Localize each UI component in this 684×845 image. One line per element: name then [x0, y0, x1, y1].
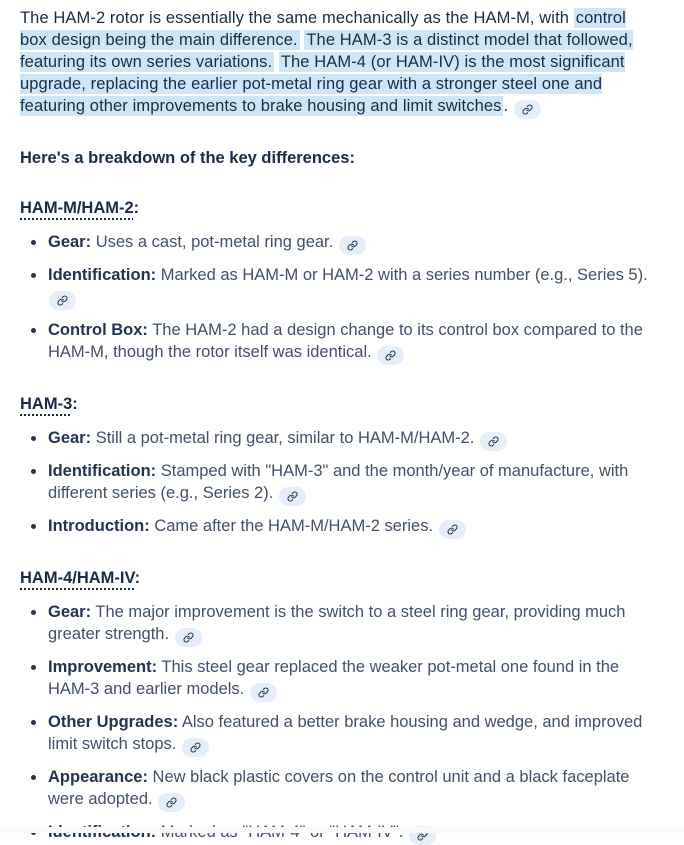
section-heading-ham-3: [20, 393, 648, 415]
bullet-label: Improvement:: [48, 658, 158, 676]
bullet-label: Introduction:: [48, 517, 150, 535]
intro-paragraph: [20, 7, 648, 119]
highlighted-sentence: control box design being the main difference.: [20, 9, 626, 49]
link-icon: [287, 491, 298, 502]
intro-text: The HAM-2 rotor is essentially the same mechanically as the HAM-M, with: [20, 9, 574, 27]
bullet-text: Uses a cast, pot-metal ring gear.: [95, 233, 334, 251]
citation-link-badge[interactable]: [480, 432, 507, 451]
citation-link-badge[interactable]: [175, 628, 202, 647]
citation-link-badge[interactable]: [279, 487, 306, 506]
list-item: [20, 264, 648, 310]
bullet-text: Also featured a better brake housing and wedge, and improved limit switch stops.: [48, 713, 643, 753]
bullet-text: New black plastic covers on the control unit and a black faceplate were adopted.: [48, 768, 630, 808]
bullet-label: Identification:: [48, 462, 157, 480]
section-list-ham-3: [20, 427, 648, 539]
list-item: [20, 231, 648, 255]
heading-term: HAM-3: [20, 395, 73, 413]
heading-term: HAM-M/HAM-2: [20, 199, 134, 217]
citation-link-badge[interactable]: [158, 793, 185, 812]
list-item: [20, 427, 648, 451]
breakdown-intro: Here's a breakdown of the key differences:: [20, 149, 355, 167]
citation-link-badge[interactable]: [439, 520, 466, 539]
bullet-label: Appearance:: [48, 768, 148, 786]
bullet-label: Gear:: [48, 603, 92, 621]
link-icon: [522, 104, 533, 115]
bullet-text: Still a pot-metal ring gear, similar to HAM-M/HAM-2.: [95, 429, 475, 447]
list-item: [20, 460, 648, 506]
list-item: [20, 766, 648, 812]
list-item: [20, 319, 648, 365]
citation-link-badge[interactable]: [250, 683, 277, 702]
link-icon: [447, 524, 458, 535]
link-icon: [166, 797, 177, 808]
list-item: [20, 821, 648, 845]
link-icon: [347, 240, 358, 251]
bullet-label: Other Upgrades:: [48, 713, 179, 731]
heading-colon: :: [134, 569, 141, 587]
section-list-ham-4-ham-iv: [20, 601, 648, 845]
intro-text: .: [503, 97, 509, 115]
link-icon: [190, 742, 201, 753]
link-icon: [385, 350, 396, 361]
citation-link-badge[interactable]: [182, 738, 209, 757]
bullet-text: This steel gear replaced the weaker pot-metal one found in the HAM-3 and earlier models.: [48, 658, 620, 698]
heading-colon: :: [72, 395, 78, 413]
bullet-text: The major improvement is the switch to a steel ring gear, providing much greater strength.: [48, 603, 626, 643]
bullet-label: Gear:: [48, 233, 92, 251]
list-item: [20, 656, 648, 702]
bullet-label: Identification:: [48, 266, 157, 284]
heading-term: HAM-4/HAM-IV: [20, 569, 135, 587]
highlighted-sentence: The HAM-3 is a distinct model that followed, featuring its own series variations.: [20, 31, 633, 71]
bullet-text: The HAM-2 had a design change to its control box compared to the HAM-M, though the rotor itself was identical.: [48, 321, 643, 361]
list-item: [20, 711, 648, 757]
bullet-text: Marked as HAM-M or HAM-2 with a series number (e.g., Series 5).: [160, 266, 648, 284]
list-item: [20, 601, 648, 647]
bullet-label: Control Box:: [48, 321, 148, 339]
highlighted-sentence: The HAM-4 (or HAM-IV) is the most significant upgrade, replacing the earlier pot-metal ring gear with a stronger steel one and featuring other improvements to brake housing and limit switches: [20, 53, 625, 115]
link-icon: [258, 687, 269, 698]
citation-link-badge[interactable]: [339, 236, 366, 255]
bullet-text: Came after the HAM-M/HAM-2 series.: [154, 517, 434, 535]
bullet-label: Gear:: [48, 429, 92, 447]
link-icon: [183, 632, 194, 643]
citation-link-badge[interactable]: [514, 100, 541, 119]
bottom-edge-band: [0, 827, 684, 833]
section-heading-ham-m-ham-2: [20, 197, 648, 219]
link-icon: [57, 295, 68, 306]
section-list-ham-m-ham-2: [20, 231, 648, 365]
list-item: [20, 515, 648, 539]
heading-colon: :: [133, 199, 140, 217]
citation-link-badge[interactable]: [377, 346, 404, 365]
bullet-text: Stamped with "HAM-3" and the month/year of manufacture, with different series (e.g., Series 2).: [48, 462, 629, 502]
link-icon: [488, 436, 499, 447]
citation-link-badge[interactable]: [49, 291, 76, 310]
section-heading-ham-4-ham-iv: [20, 567, 648, 589]
